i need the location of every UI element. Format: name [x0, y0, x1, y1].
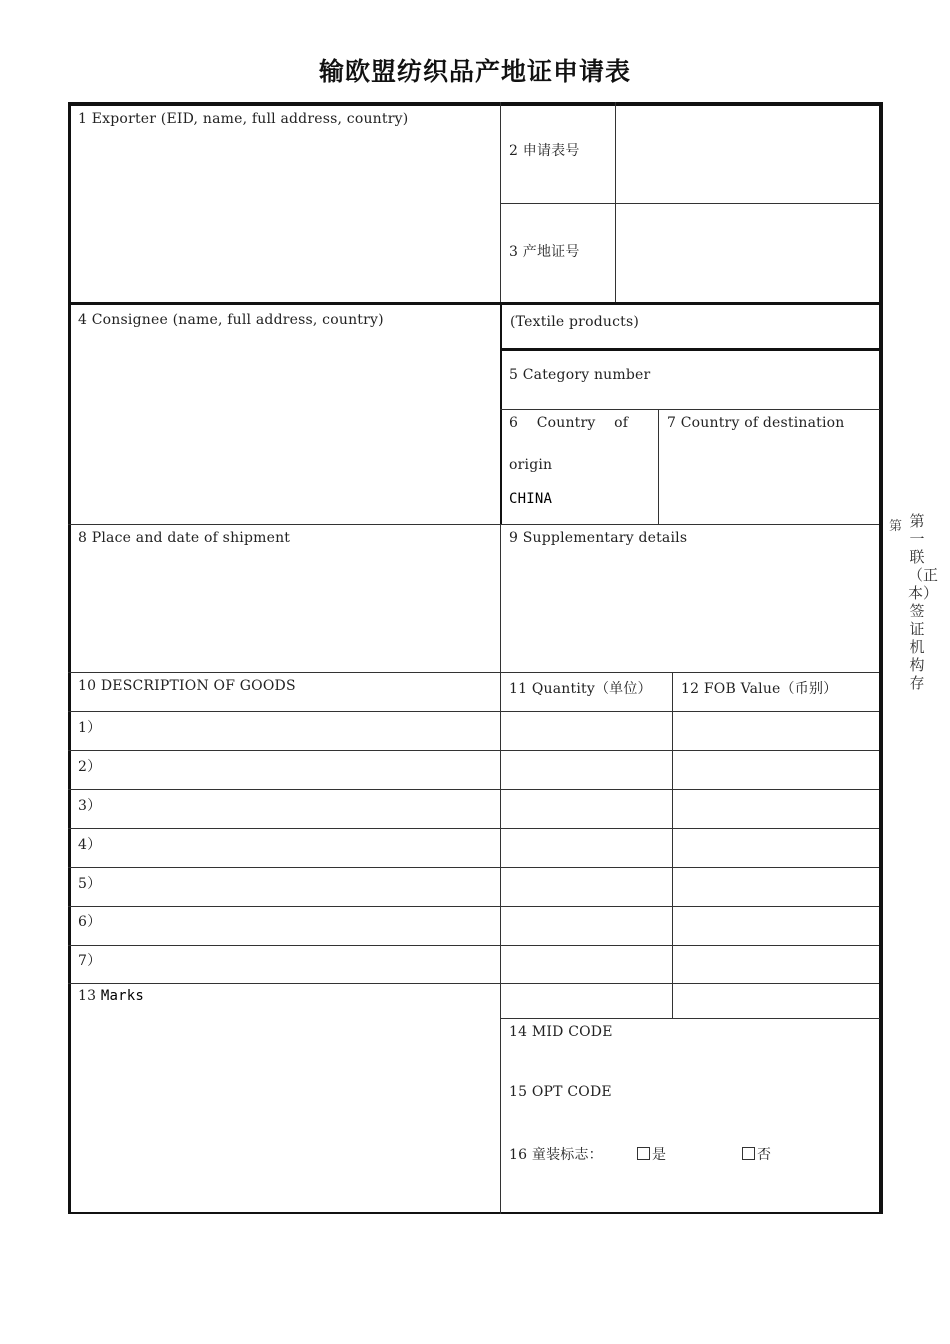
divider-textile-left — [500, 304, 502, 524]
textile-products-label: (Textile products) — [510, 314, 639, 330]
country-of-origin-label: 6 Country of — [509, 415, 629, 431]
childrens-wear-no-option[interactable] — [742, 1144, 771, 1164]
divider-textile-bottom — [500, 348, 880, 351]
divider-main-vertical — [500, 102, 501, 1214]
supplementary-details-label: 9 Supplementary details — [509, 530, 688, 546]
checkbox-no[interactable] — [742, 1147, 755, 1160]
consignee-field-label: 4 Consignee (name, full address, country) — [78, 312, 384, 328]
certificate-number-label: 3 产地证号 — [509, 244, 580, 260]
goods-row-number: 4） — [78, 837, 102, 853]
country-of-destination-label: 7 Country of destination — [667, 415, 845, 431]
exporter-field-label: 1 Exporter (EID, name, full address, country) — [78, 111, 409, 127]
divider-box14-top — [500, 1018, 880, 1019]
goods-row-number: 6） — [78, 914, 102, 930]
goods-row-number: 2） — [78, 759, 102, 775]
no-option-label: 否 — [757, 1147, 772, 1163]
description-of-goods-label: 10 DESCRIPTION OF GOODS — [78, 678, 296, 694]
application-form — [68, 102, 883, 1214]
childrens-wear-flag-label: 16 童装标志： — [509, 1147, 603, 1163]
divider-row3-bottom — [68, 672, 879, 673]
divider-box67-vertical — [658, 409, 659, 524]
checkbox-yes[interactable] — [637, 1147, 650, 1160]
divider-goods-row7 — [68, 983, 879, 984]
shipment-place-date-label: 8 Place and date of shipment — [78, 530, 291, 546]
goods-row-number: 1） — [78, 720, 102, 736]
country-of-origin-value: CHINA — [509, 491, 553, 507]
copy-designation-side-note: 第一联（正本）签证机构存 — [908, 512, 939, 692]
yes-option-label: 是 — [652, 1147, 667, 1163]
goods-row-number: 3） — [78, 798, 102, 814]
country-of-origin-label-line2: origin — [509, 457, 553, 473]
goods-row-number: 7） — [78, 953, 102, 969]
marks-field-number: 13 — [78, 988, 97, 1004]
divider-box5-bottom — [500, 409, 880, 410]
divider-box2-bottom — [500, 203, 880, 204]
divider-row1-bottom — [68, 302, 879, 305]
divider-goods-row4 — [68, 867, 879, 868]
divider-qty-fob-vertical — [672, 672, 673, 1018]
divider-goods-row5 — [68, 906, 879, 907]
divider-row2-bottom — [68, 524, 879, 525]
category-number-label: 5 Category number — [509, 367, 651, 383]
form-title: 输欧盟纺织品产地证申请表 — [318, 57, 631, 86]
opt-code-label: 15 OPT CODE — [509, 1084, 612, 1100]
divider-goods-row1 — [68, 750, 879, 751]
fob-value-label: 12 FOB Value（币别） — [681, 681, 838, 697]
divider-goods-row3 — [68, 828, 879, 829]
goods-row-number: 5） — [78, 876, 102, 892]
quantity-label: 11 Quantity（单位） — [509, 681, 652, 697]
form-frame — [68, 102, 883, 1214]
side-note-fragment: 第 — [889, 519, 903, 534]
marks-field-value: Marks — [100, 988, 145, 1004]
application-number-label: 2 申请表号 — [509, 143, 580, 159]
divider-goods-row2 — [68, 789, 879, 790]
childrens-wear-yes-option[interactable] — [637, 1144, 666, 1164]
marks-field — [78, 988, 144, 1004]
divider-goods-header-bottom — [68, 711, 879, 712]
mid-code-label: 14 MID CODE — [509, 1024, 613, 1040]
divider-goods-row6 — [68, 945, 879, 946]
